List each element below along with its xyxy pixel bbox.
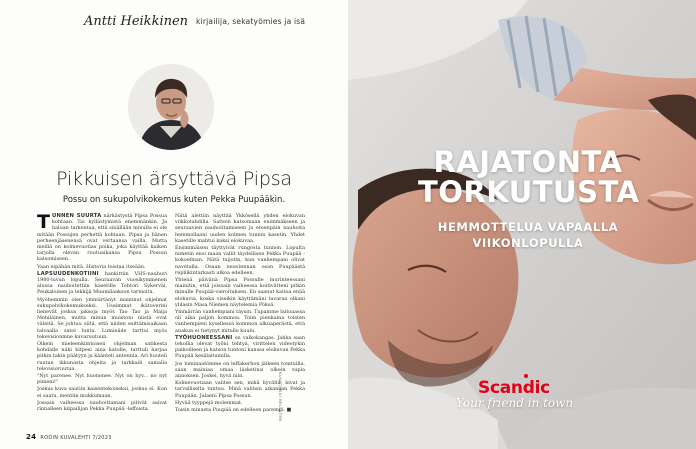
paragraph: "Nyt parenee. Nyt huononee. Nyt on hyv... no nyt pimeni!" xyxy=(37,373,167,386)
advert-subtitle-line-1: HEMMOTTELUA VAPAALLA xyxy=(437,220,619,234)
paragraph: Kolmevuotiaan valitse sen, mikä hyvältä, kivat ja tarvalliselta tuntuu. Minä valitsin aikanaan Pekka Puupään. Jalaeni Pipsa Possun. xyxy=(175,380,305,399)
paragraph: Myöhemmin olen ymmärtänyt maininut ohjelmat sukupolvikokemukseksi. Useimmat ikätoverini lienevät joskus jaksoja myös Tao Tao ja Maija Mehiläinen, mutta minun muistoni niistä ovat väleitä. Se johtuu siitä, että niiden esittämisaikaan talvaalla satoi lunta. Luminäde tarttui myös tekevisionmne kuvaruutuun. xyxy=(37,296,167,340)
article-headline: Pikkuisen ärsyttävä Pipsa xyxy=(56,168,292,190)
section-caps: TYÖHUONEESSANI xyxy=(175,334,233,341)
paragraph xyxy=(175,335,305,360)
paragraph xyxy=(37,213,167,263)
paragraph-text: hankittiin VHS-nauhuri 1980-luvun lopulla. Seuraavan vuosikymmenen alussa nauhoitettiin kasetille Tohtori Sykerväi, Peukaloinen ja tekkijä Muumilaakson tarinoita. xyxy=(37,270,167,296)
paragraph xyxy=(37,271,167,296)
photo-credit: KUVA JUSSI HELLSTEN xyxy=(278,372,283,422)
advert-page xyxy=(348,0,696,449)
advert-title-line-1: RAJATONTA xyxy=(433,145,623,179)
paragraph: Ensimmäisen täyttyivät rungosta tunnon. Lopulta nimetin ensi maan vallit täydellisen Pekka Puupää -kokoelman. Niitä tuijotin, kun vanhempani olivat navetalla. Osaan neuvinnnan osan Puupäästä repliikintarkasti ulkoa edelleen. xyxy=(175,245,305,276)
page-footer xyxy=(26,433,112,441)
paragraph: Yhtenä päivänä Pipsa Possulle murinteessani mainitin, että joissain vaiheessa koitivätteni pitkin minulle Puupää-vieroituksen. En saanut kaitoa enää elokuvia, koska viseikin käyttämäni tavaraa olkani ylilasin Masa Niemen näytelemia Pöksä. xyxy=(175,277,305,308)
paragraph: Olkein mieleenkiintoisen ohjelman satikesta kohdalle näki kitpesi aina katolle, tarttuli harjaa pitkin takin päätyyn ja käänteli antennia. Ari huuteli ruutan ikkunasta ohjeita ja tarkkaili samalla televisioruutua. xyxy=(37,341,167,372)
author-portrait-photo xyxy=(128,64,214,150)
author-role: kirjailija, sekatyömies ja isä xyxy=(196,17,306,26)
dropcap: T xyxy=(37,213,50,233)
brand-logo: Scandic xyxy=(478,378,550,398)
paragraph: Toisin minusta Puupää on edelleen parempi. ■ xyxy=(175,407,292,414)
author-portrait xyxy=(128,64,214,150)
advert-title-line-2: TORKUTUSTA xyxy=(418,175,640,209)
paragraph: Jossain vaiheessa nauhoittamani pitivät saivat rinnalleen kilpailijan Pekka Puupää -leffoista. xyxy=(37,399,167,413)
paragraph-text: on valkokangas. Jahka saan tekollia olevat työni tehtyä, virittelen videotykin paikoilleen ja katson tuntoni kanssa elokuvan Pekka Puupää kesälaitumilla. xyxy=(175,334,305,360)
article-column-1 xyxy=(37,213,167,427)
article-subheadline: Possu on sukupolvikokemus kuten Pekka Puupääkin. xyxy=(62,195,286,205)
article-column-2 xyxy=(175,213,305,427)
author-signature: Antti Heikkinen xyxy=(84,14,189,29)
paragraph: Jos luminaatömme on leffakerhon jälkeen tomtuilla, saan mainiaa omaa läsketinsi olkein tupla annoksen. Joskei, hyvä niin. xyxy=(175,360,305,380)
brand-tagline: Your friend in town xyxy=(456,396,574,410)
paragraph-text: närkästystä Pipsa Possua kohtaan. Tai kyllästymistä enemmänkin. Ja haluan tarkentaa, että sinällään minulla ei ole mitään Possujen perhettä kohtaan. Pipsa ja hänen perheenjäsenensä ovat vertaansa vailla. Mutta meillä on kolmevuotias poika, joka käyttää kaiken tarjolla olevan ruutuaikansa Pipsa Possun katsomiseen. xyxy=(37,213,167,263)
brand-logo-dot xyxy=(524,374,528,378)
paragraph: Vaan eipähän mitä. Historia toistaa itseään. xyxy=(37,263,146,270)
paragraph: Ymmärrän vanhempiani täysin. Tupamme laitoaassa oli aika paljon kommoa. Toim pienkaina toisten vanhempieni kysellessä kommon alkuaperästä, että anakun ei tietynyt mitulle kuulu. xyxy=(175,309,305,334)
page-number: 24 xyxy=(26,433,37,441)
paragraph: Hyvää tyyppejä molemmat. xyxy=(175,399,243,406)
publication-name: RODIN KUVALEHTI 7/2023 xyxy=(40,435,112,441)
paragraph: Joskus kuva saatiin kaisentekoiseksi, joskus ei. Kun ei saatu, mentiin mukkumaan. xyxy=(37,386,167,399)
lead-caps: UNNEN SUURTA xyxy=(51,213,102,219)
section-caps: LAPSUUDENKOTIINI xyxy=(37,270,99,277)
advert-subtitle-line-2: VIIKONLOPULLA xyxy=(472,236,584,250)
paragraph: Niitä alettiin näyttää Ykkösellä yhden elokuvan viikkotahdilla. Sattein katsomaan enimmäkseen ja seuraavien nauhoittamiseen ja eteenpäin nauhoita hemmollaani uuden kolmen tunnin kasetin. Yhdet kasetille mahtui kaksi elokuvaa. xyxy=(175,213,305,244)
